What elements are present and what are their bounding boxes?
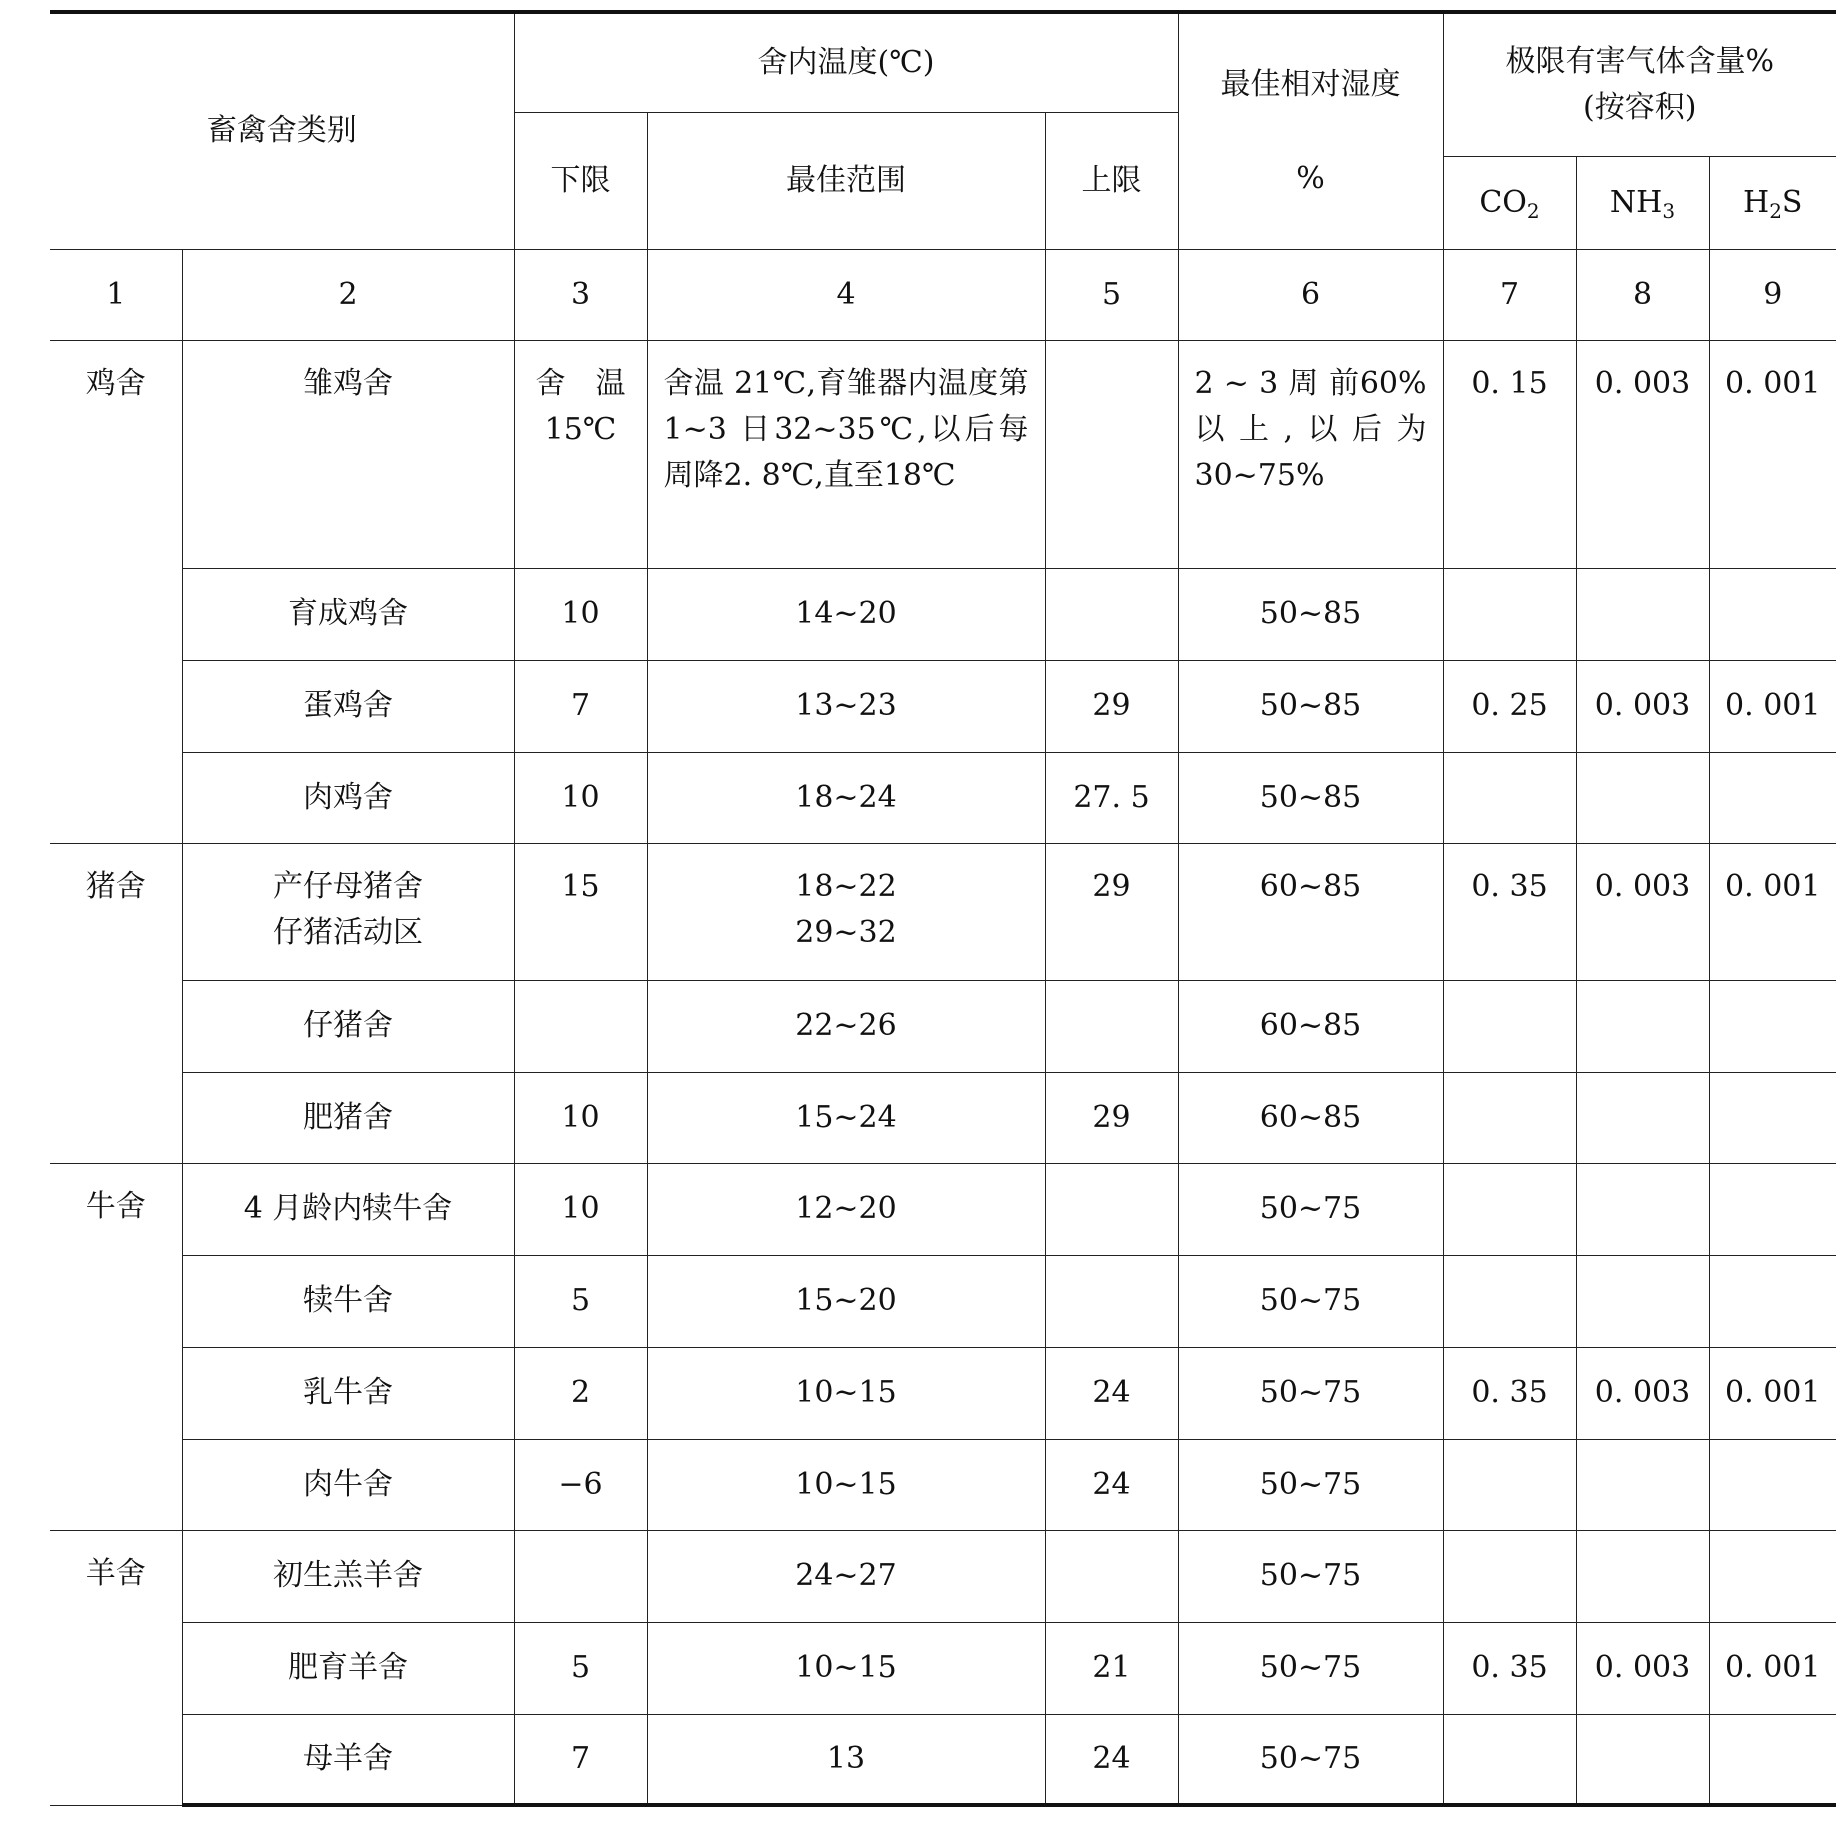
cell-h2s [1709,1530,1836,1622]
cell-best-range: 10~15 [647,1439,1045,1530]
cell-upper [1045,340,1178,568]
cell-co2 [1443,1255,1576,1347]
group-label-cattle: 牛舍 [50,1163,182,1530]
cell-h2s [1709,1714,1836,1805]
cell-h2s [1709,752,1836,843]
cell-lower: 10 [514,752,647,843]
cell-best-range: 24~27 [647,1530,1045,1622]
cell-lower: 10 [514,568,647,660]
cell-co2 [1443,1714,1576,1805]
cell-co2 [1443,1072,1576,1163]
cell-humidity: 50~75 [1178,1255,1443,1347]
cell-humidity: 50~75 [1178,1530,1443,1622]
cell-co2: 0. 15 [1443,340,1576,568]
cell-humidity: 50~75 [1178,1347,1443,1439]
table-row [50,568,1836,660]
header-gas-co2: $CO_2$ [1443,156,1576,249]
cell-nh3: 0. 003 [1576,660,1709,752]
cell-best-range: 18~24 [647,752,1045,843]
table-row [50,1530,1836,1622]
table-row [50,340,1836,568]
cell-nh3 [1576,1072,1709,1163]
col-number: 4 [647,249,1045,340]
cell-upper: 24 [1045,1347,1178,1439]
cell-best-range: 10~15 [647,1347,1045,1439]
cell-h2s [1709,568,1836,660]
cell-co2: 0. 35 [1443,1347,1576,1439]
cell-humidity: 50~85 [1178,568,1443,660]
cell-co2: 0. 25 [1443,660,1576,752]
table-wrapper [50,10,1836,1807]
cell-humidity: 2 ~ 3 周 前60% 以上,以后为 30~75% [1178,340,1443,568]
cell-lower [514,980,647,1072]
row-name: 蛋鸡舍 [182,660,514,752]
header-temp-lower: 下限 [514,112,647,249]
table-row [50,1714,1836,1805]
cell-upper: 29 [1045,660,1178,752]
cell-humidity: 50~85 [1178,660,1443,752]
cell-co2: 0. 35 [1443,1622,1576,1714]
col-number: 5 [1045,249,1178,340]
cell-best-range: 舍温 21℃,育雏器内温度第 1~3 日32~35℃,以后每周降2. 8℃,直至18℃ [647,340,1045,568]
cell-nh3 [1576,1439,1709,1530]
cell-nh3 [1576,1255,1709,1347]
cell-co2 [1443,980,1576,1072]
cell-best-range: 10~15 [647,1622,1045,1714]
table-row [50,1347,1836,1439]
header-category: 畜禽舍类别 [50,12,514,249]
column-number-row [50,249,1836,340]
header-gas-h2s: $H_2S$ [1709,156,1836,249]
col-number: 3 [514,249,647,340]
cell-h2s: 0. 001 [1709,1347,1836,1439]
cell-best-range: 15~20 [647,1255,1045,1347]
cell-best-range: 13~23 [647,660,1045,752]
cell-nh3: 0. 003 [1576,1622,1709,1714]
group-label-pig: 猪舍 [50,843,182,1163]
table-row [50,1622,1836,1714]
row-name: 产仔母猪舍 仔猪活动区 [182,843,514,980]
cell-lower: 7 [514,1714,647,1805]
row-name: 育成鸡舍 [182,568,514,660]
table-row [50,1163,1836,1255]
row-name: 犊牛舍 [182,1255,514,1347]
cell-h2s [1709,1439,1836,1530]
row-name: 母羊舍 [182,1714,514,1805]
cell-lower: 舍 温 15℃ [514,340,647,568]
cell-lower: 15 [514,843,647,980]
cell-nh3 [1576,1530,1709,1622]
header-gas [1443,12,1836,156]
cell-h2s: 0. 001 [1709,340,1836,568]
table-row [50,1255,1836,1347]
cell-lower: 5 [514,1255,647,1347]
cell-h2s [1709,980,1836,1072]
cell-nh3 [1576,1163,1709,1255]
cell-best-range: 14~20 [647,568,1045,660]
cell-h2s: 0. 001 [1709,843,1836,980]
header-gas-nh3: $NH_3$ [1576,156,1709,249]
table-row [50,980,1836,1072]
cell-upper: 24 [1045,1439,1178,1530]
cell-co2 [1443,568,1576,660]
header-gas-subtitle: (按容积) [1583,89,1697,125]
cell-humidity: 50~75 [1178,1439,1443,1530]
cell-h2s: 0. 001 [1709,660,1836,752]
cell-h2s [1709,1163,1836,1255]
header-row-1 [50,12,1836,112]
cell-co2: 0. 35 [1443,843,1576,980]
cell-nh3 [1576,1714,1709,1805]
group-label-sheep: 羊舍 [50,1530,182,1805]
cell-humidity: 60~85 [1178,843,1443,980]
cell-h2s [1709,1255,1836,1347]
cell-upper: 24 [1045,1714,1178,1805]
header-humidity-unit: % [1178,156,1443,249]
cell-lower: −6 [514,1439,647,1530]
cell-lower: 10 [514,1163,647,1255]
cell-co2 [1443,1530,1576,1622]
cell-lower [514,1530,647,1622]
cell-h2s: 0. 001 [1709,1622,1836,1714]
col-number: 1 [50,249,182,340]
cell-h2s [1709,1072,1836,1163]
header-temp-best: 最佳范围 [647,112,1045,249]
col-number: 6 [1178,249,1443,340]
cell-lower: 7 [514,660,647,752]
cell-best-range: 12~20 [647,1163,1045,1255]
row-name: 肥育羊舍 [182,1622,514,1714]
livestock-housing-environment-table [50,10,1836,1807]
cell-nh3 [1576,980,1709,1072]
table-row [50,843,1836,980]
group-label-chicken: 鸡舍 [50,340,182,843]
cell-humidity: 60~85 [1178,1072,1443,1163]
cell-upper [1045,1255,1178,1347]
table-row [50,1072,1836,1163]
cell-lower: 2 [514,1347,647,1439]
cell-upper: 29 [1045,843,1178,980]
cell-nh3: 0. 003 [1576,340,1709,568]
cell-humidity: 60~85 [1178,980,1443,1072]
row-name: 乳牛舍 [182,1347,514,1439]
header-gas-title: 极限有害气体含量% [1505,43,1775,79]
header-temp-upper: 上限 [1045,112,1178,249]
table-row [50,660,1836,752]
col-number: 7 [1443,249,1576,340]
cell-best-range: 13 [647,1714,1045,1805]
cell-upper: 21 [1045,1622,1178,1714]
table-row [50,1439,1836,1530]
cell-humidity: 50~75 [1178,1714,1443,1805]
cell-best-range: 15~24 [647,1072,1045,1163]
cell-humidity: 50~75 [1178,1163,1443,1255]
cell-upper [1045,568,1178,660]
cell-upper [1045,1163,1178,1255]
cell-upper: 27. 5 [1045,752,1178,843]
cell-co2 [1443,752,1576,843]
col-number: 2 [182,249,514,340]
cell-lower: 10 [514,1072,647,1163]
cell-co2 [1443,1439,1576,1530]
row-name: 4 月龄内犊牛舍 [182,1163,514,1255]
cell-lower: 5 [514,1622,647,1714]
cell-upper [1045,980,1178,1072]
col-number: 8 [1576,249,1709,340]
cell-co2 [1443,1163,1576,1255]
row-name: 肉牛舍 [182,1439,514,1530]
cell-best-range: 22~26 [647,980,1045,1072]
row-name: 仔猪舍 [182,980,514,1072]
col-number: 9 [1709,249,1836,340]
row-name: 肉鸡舍 [182,752,514,843]
header-temperature: 舍内温度(℃) [514,12,1178,112]
row-name: 雏鸡舍 [182,340,514,568]
cell-nh3: 0. 003 [1576,843,1709,980]
row-name: 初生羔羊舍 [182,1530,514,1622]
cell-best-range: 18~22 29~32 [647,843,1045,980]
header-humidity-title: 最佳相对湿度 [1178,12,1443,156]
table-row [50,752,1836,843]
cell-humidity: 50~85 [1178,752,1443,843]
cell-nh3: 0. 003 [1576,1347,1709,1439]
cell-nh3 [1576,568,1709,660]
cell-humidity: 50~75 [1178,1622,1443,1714]
cell-upper: 29 [1045,1072,1178,1163]
row-name: 肥猪舍 [182,1072,514,1163]
cell-nh3 [1576,752,1709,843]
cell-upper [1045,1530,1178,1622]
